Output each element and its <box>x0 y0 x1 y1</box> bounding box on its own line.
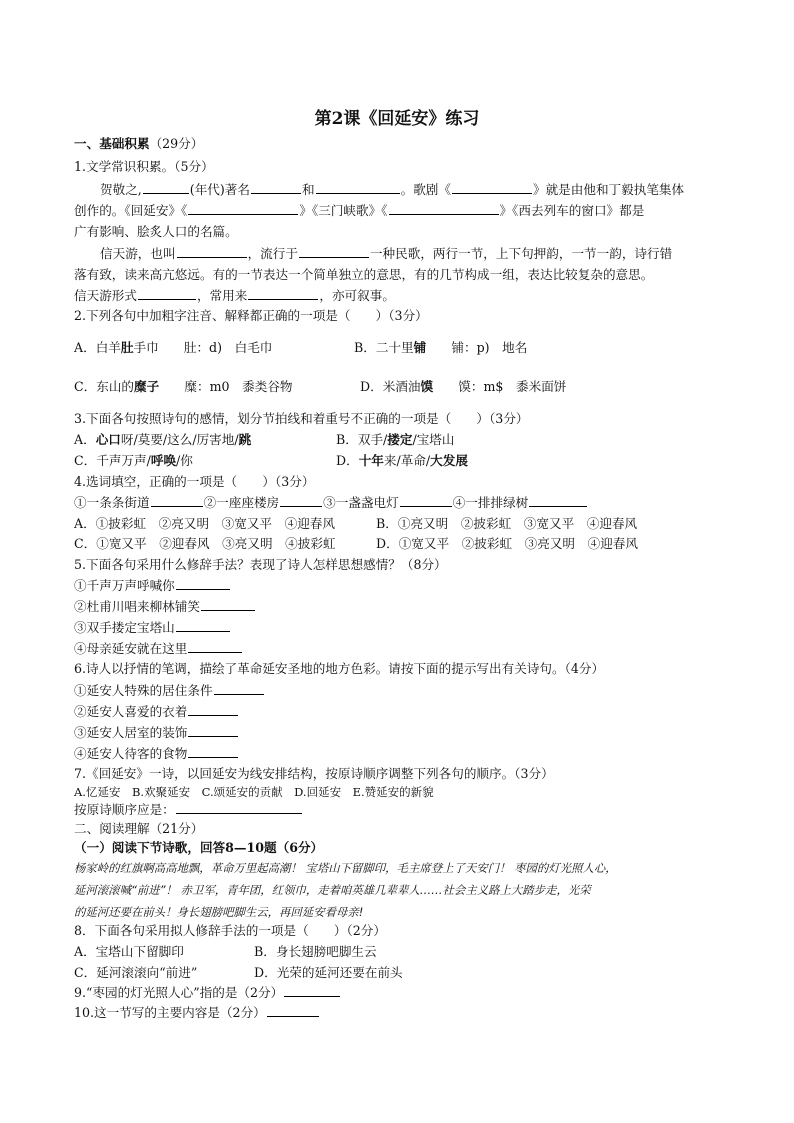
q6-stem: 6.诗人以抒情的笔调，描绘了革命延安圣地的地方色彩。请按下面的提示写出有关诗句。（4分） <box>74 661 605 676</box>
q5-item-text: ①千声万声呼喊你 <box>74 578 175 593</box>
blank <box>176 576 230 590</box>
q1-text: 贺敬之, <box>100 182 142 197</box>
q9-stem: 9.“枣园的灯光照人心”指的是（2分） <box>74 985 284 1000</box>
q4-stem: 4.选词填空，正确的一项是（ ）（3分） <box>74 474 315 489</box>
q5-item <box>74 576 231 596</box>
opt-text: 呀/莫要/这么/厉害地/ <box>120 432 239 447</box>
q8-option-d: D．光荣的延河还要在前头 <box>254 965 403 980</box>
opt-text: B．双手/ <box>336 432 388 447</box>
blank <box>188 201 298 215</box>
opt-text: C．千声万声/ <box>74 453 151 468</box>
q4-item: ①一条条街道 <box>74 495 150 510</box>
q4-item: ③一盏盏电灯 <box>323 495 399 510</box>
q5-item <box>74 597 256 617</box>
q2-option-d <box>360 377 566 397</box>
section1-heading: 一、基础积累 <box>74 136 150 151</box>
blank <box>251 180 301 194</box>
opt-bold: 糜子 <box>134 379 160 394</box>
q5-stem: 5.下面各句采用什么修辞手法？表现了诗人怎样思想感情？（8分） <box>74 557 447 572</box>
q1-text: 和 <box>302 182 315 197</box>
q6-item-text: ③延安人居室的装饰 <box>74 725 188 740</box>
q1-text: 。歌剧《 <box>400 182 451 197</box>
q5-item-text: ②杜甫川唱来柳林铺笑 <box>74 599 200 614</box>
q1-line2 <box>74 201 644 221</box>
blank <box>280 493 322 507</box>
q4-option-d: D．①宽又平 ②披彩虹 ③亮又明 ④迎春风 <box>376 536 638 551</box>
poem-line: 延河滚滚喊“前进”！ 赤卫军，青年团，红领巾，走着咱英雄几辈辈人……社会主义路上大踏步走，光荣 <box>74 883 591 897</box>
q2-row2 <box>74 377 566 397</box>
q8-row2 <box>74 963 403 983</box>
opt-bold: 呼唤 <box>150 453 177 468</box>
opt-text: 馍：m$ 黍米面饼 <box>433 379 567 394</box>
opt-text: 手巾 肚：d) 白毛巾 <box>133 340 273 355</box>
q3-option-d <box>336 451 468 471</box>
q6-item-text: ②延安人喜爱的衣着 <box>74 704 188 719</box>
blank <box>214 681 264 695</box>
opt-text: 来/革命/ <box>383 453 431 468</box>
blank <box>529 493 587 507</box>
q4-option-b: B．①亮又明 ②披彩虹 ③宽又平 ④迎春风 <box>376 516 638 531</box>
blank <box>299 244 369 258</box>
q5-item <box>74 618 231 638</box>
q3-row1 <box>74 430 455 450</box>
q4-row2 <box>74 534 638 554</box>
blank <box>176 618 230 632</box>
q1-text: 一种民歌，两行一节，上下句押韵，一节一韵，诗行错 <box>369 246 673 261</box>
section1-heading-line <box>74 134 203 154</box>
poem-line: 杨家岭的红旗啊高高地飘，革命万里起高潮！ 宝塔山下留脚印，毛主席登上了天安门！ 枣园的灯光照人心， <box>74 861 617 875</box>
q1-line6 <box>74 286 395 306</box>
q8-row1 <box>74 942 377 962</box>
q3-option-a <box>74 430 336 450</box>
opt-bold: 馍 <box>420 379 434 394</box>
blank <box>400 493 452 507</box>
opt-text: C．东山的 <box>74 379 135 394</box>
opt-bold: 跳 <box>238 432 252 447</box>
opt-text: A． <box>74 432 96 447</box>
blank <box>143 180 189 194</box>
q1-text: ，常用来 <box>196 288 248 303</box>
blank <box>138 286 196 300</box>
opt-text: 铺：p) 地名 <box>426 340 528 355</box>
opt-text: D． <box>336 453 359 468</box>
q8-option-b: B．身长翅膀吧脚生云 <box>254 944 377 959</box>
q2-row1 <box>74 338 527 358</box>
q1-line1 <box>100 180 684 200</box>
poem-line: 的延河还要在前头！身长翅膀吧脚生云，再回延安看母亲! <box>74 905 364 919</box>
q10 <box>74 1003 320 1023</box>
q4-option-a: A．①披彩虹 ②亮又明 ③宽又平 ④迎春风 <box>74 516 335 531</box>
section1-score: （29分） <box>149 136 204 151</box>
q5-item <box>74 639 243 659</box>
q4-row1 <box>74 514 637 534</box>
q1-text: ，亦可叙事。 <box>319 288 395 303</box>
blank <box>267 1003 319 1017</box>
q1-text: 信天游形式 <box>74 288 137 303</box>
q1-text: 》就是由他和丁毅执笔集体 <box>532 182 685 197</box>
q2-option-a <box>74 338 354 358</box>
q6-item <box>74 681 265 701</box>
blank <box>284 983 340 997</box>
q7-order-label: 按原诗顺序应是： <box>74 802 175 817</box>
q4-item: ④一排排绿树 <box>452 495 529 510</box>
blank <box>316 180 400 194</box>
q6-item <box>74 702 239 722</box>
q1-text: 信天游，也叫 <box>100 246 176 261</box>
q1-text: (年代)著名 <box>189 182 250 197</box>
q4-item: ②一座座楼房 <box>203 495 280 510</box>
q7-options: A.忆延安 B.欢聚延安 C.颂延安的贡献 D.回延安 E.赞延安的新貌 <box>74 785 434 799</box>
opt-text: B．二十里 <box>354 340 414 355</box>
blank <box>176 800 302 814</box>
q1-stem: 1.文学常识积累。（5分） <box>74 159 214 174</box>
q7-order <box>74 800 303 820</box>
opt-bold: 心口 <box>95 432 121 447</box>
section2-subheading: （一）阅读下节诗歌，回答8—10题（6分） <box>74 840 324 855</box>
q2-stem: 2.下列各句中加粗字注音、解释都正确的一项是（ ）（3分） <box>74 308 428 323</box>
q5-item-text: ③双手搂定宝塔山 <box>74 620 175 635</box>
opt-bold: 肚 <box>120 340 134 355</box>
q1-line5: 落有致，读来高亢悠远。有的一节表达一个简单独立的意思，有的几节构成一组，表达比较复杂的意思。 <box>74 267 654 282</box>
blank <box>452 180 532 194</box>
q1-text: 》《三门峡歌》《 <box>299 203 388 218</box>
blank <box>389 201 499 215</box>
q8-stem: 8．下面各句采用拟人修辞手法的一项是（ ）（2分） <box>74 923 386 938</box>
q3-stem: 3.下面各句按照诗句的感情，划分节拍线和着重号不正确的一项是（ ）（3分） <box>74 411 529 426</box>
q10-stem: 10.这一节写的主要内容是（2分） <box>74 1005 266 1020</box>
opt-text: /宝塔山 <box>412 432 455 447</box>
q1-text: 创作的。《回延安》《 <box>74 203 188 218</box>
blank <box>177 244 247 258</box>
q6-item-text: ④延安人待客的食物 <box>74 746 188 761</box>
opt-bold: 大发展 <box>430 453 468 468</box>
q3-option-c <box>74 451 336 471</box>
q1-line4 <box>100 244 672 264</box>
opt-text: /你 <box>176 453 193 468</box>
q2-option-c <box>74 377 360 397</box>
opt-text: D．米酒油 <box>360 379 421 394</box>
q7-stem: 7.《回延安》一诗，以回延安为线安排结构，按原诗顺序调整下列各句的顺序。（3分） <box>74 766 554 781</box>
page-title: 第2课《回延安》练习 <box>314 109 480 129</box>
q8-option-a: A．宝塔山下留脚印 <box>74 944 184 959</box>
q1-line3: 广有影响、脍炙人口的名篇。 <box>74 224 238 239</box>
q9 <box>74 983 341 1003</box>
opt-bold: 十年 <box>358 453 384 468</box>
q2-option-b <box>354 338 527 358</box>
q4-items <box>74 493 588 513</box>
q4-option-c: C．①宽又平 ②迎春风 ③亮又明 ④披彩虹 <box>74 536 336 551</box>
q5-item-text: ④母亲延安就在这里 <box>74 641 188 656</box>
blank <box>248 286 318 300</box>
section2-heading: 二、阅读理解（21分） <box>74 821 204 836</box>
blank <box>151 493 203 507</box>
blank <box>188 639 242 653</box>
blank <box>188 702 238 716</box>
q6-item <box>74 744 239 764</box>
opt-text: A．白羊 <box>74 340 121 355</box>
q8-option-c: C．延河滚滚向“前进” <box>74 965 198 980</box>
q6-item-text: ①延安人特殊的居住条件 <box>74 683 213 698</box>
opt-bold: 铺 <box>413 340 427 355</box>
q1-text: 》《西去列车的窗口》都是 <box>499 203 645 218</box>
opt-bold: 搂定 <box>387 432 413 447</box>
blank <box>188 744 238 758</box>
q1-text: ，流行于 <box>247 246 298 261</box>
blank <box>201 597 255 611</box>
blank <box>188 723 238 737</box>
q3-option-b <box>336 430 455 450</box>
q3-row2 <box>74 451 468 471</box>
q6-item <box>74 723 239 743</box>
opt-text: 糜：m0 黍类谷物 <box>159 379 293 394</box>
